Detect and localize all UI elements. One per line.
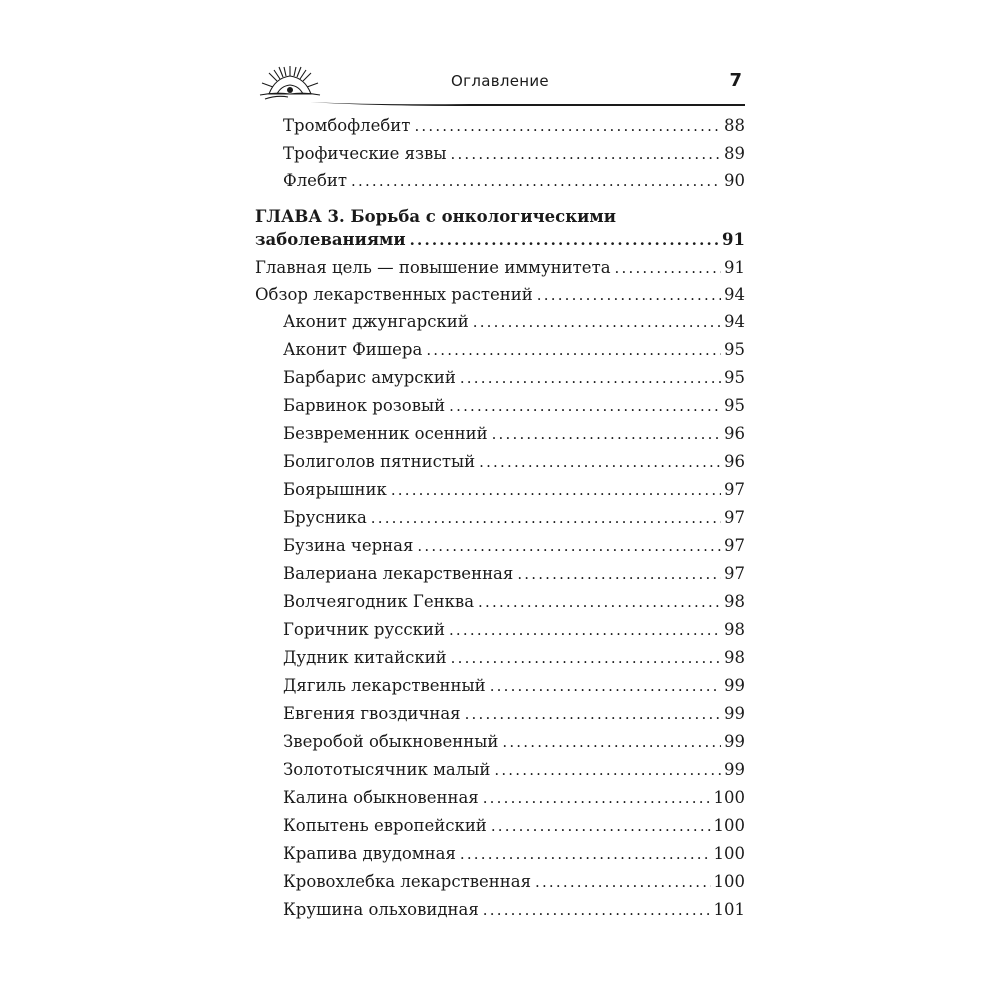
dot-leader bbox=[391, 477, 721, 503]
toc-entry-title: Флебит bbox=[283, 171, 348, 190]
dot-leader bbox=[449, 393, 721, 419]
toc-entry-title: Кровохлебка лекарственная bbox=[283, 872, 531, 891]
toc-entry-page: 97 bbox=[724, 536, 745, 555]
toc-entry-page: 89 bbox=[724, 144, 745, 163]
dot-leader bbox=[465, 701, 721, 727]
dot-leader bbox=[460, 841, 711, 867]
toc-entry bbox=[283, 449, 745, 475]
toc-entry-title: Барвинок розовый bbox=[283, 396, 446, 415]
toc-entry bbox=[283, 337, 745, 363]
toc-entry bbox=[283, 141, 745, 167]
toc-entry-page: 100 bbox=[713, 872, 745, 891]
chapter-title-cont: заболеваниями bbox=[255, 230, 406, 249]
toc-entry-page: 94 bbox=[724, 312, 745, 331]
toc-entry-page: 91 bbox=[724, 258, 745, 277]
toc-entry-page: 97 bbox=[724, 480, 745, 499]
toc-entry bbox=[283, 477, 745, 503]
toc-entry-page: 99 bbox=[724, 732, 745, 751]
toc-entry-title: Зверобой обыкновенный bbox=[283, 732, 499, 751]
toc-entry-title: Обзор лекарственных растений bbox=[255, 285, 533, 304]
dot-leader bbox=[478, 589, 721, 615]
dot-leader bbox=[502, 729, 721, 755]
toc-entry-title: Тромбофлебит bbox=[283, 116, 411, 135]
chapter-heading: ГЛАВА 3. Борьба с онкологическими bbox=[255, 207, 616, 226]
toc-entry-page: 99 bbox=[724, 676, 745, 695]
dot-leader bbox=[351, 168, 721, 194]
toc-entry-title: Брусника bbox=[283, 508, 367, 527]
dot-leader bbox=[371, 505, 721, 531]
toc-entry bbox=[283, 617, 745, 643]
dot-leader bbox=[535, 869, 711, 895]
toc-entry bbox=[283, 673, 745, 699]
toc-entry-page: 97 bbox=[724, 508, 745, 527]
dot-leader bbox=[517, 561, 721, 587]
toc-entry bbox=[283, 365, 745, 391]
toc-entry bbox=[283, 533, 745, 559]
dot-leader bbox=[473, 309, 721, 335]
toc-entry-page: 95 bbox=[724, 396, 745, 415]
dot-leader bbox=[451, 645, 721, 671]
toc-entry bbox=[283, 785, 745, 811]
toc-entry-title: Дягиль лекарственный bbox=[283, 676, 486, 695]
dot-leader bbox=[414, 113, 721, 139]
toc-entry-title: Аконит Фишера bbox=[283, 340, 423, 359]
toc-entry-title: Боярышник bbox=[283, 480, 387, 499]
toc-entry-title: Золототысячник малый bbox=[283, 760, 491, 779]
toc-entry-page: 96 bbox=[724, 452, 745, 471]
running-title: Оглавление bbox=[451, 72, 549, 90]
dot-leader bbox=[460, 365, 721, 391]
dot-leader bbox=[537, 282, 721, 308]
dot-leader bbox=[483, 897, 711, 923]
toc-entry-page: 97 bbox=[724, 564, 745, 583]
toc-entry-title: Волчеягодник Генква bbox=[283, 592, 475, 611]
toc-entry-page: 96 bbox=[724, 424, 745, 443]
toc-entry-title: Дудник китайский bbox=[283, 648, 447, 667]
toc-entry bbox=[283, 813, 745, 839]
dot-leader bbox=[491, 813, 711, 839]
toc-entry-title: Аконит джунгарский bbox=[283, 312, 469, 331]
dot-leader bbox=[615, 255, 721, 281]
toc-entry bbox=[283, 561, 745, 587]
toc-entry-page: 98 bbox=[724, 592, 745, 611]
toc-entry-page: 100 bbox=[713, 788, 745, 807]
toc-entry-title: Главная цель — повышение иммунитета bbox=[255, 258, 611, 277]
toc-entry-page: 99 bbox=[724, 704, 745, 723]
dot-leader bbox=[490, 673, 721, 699]
dot-leader bbox=[417, 533, 721, 559]
page-number: 7 bbox=[729, 70, 742, 91]
toc-entry bbox=[283, 589, 745, 615]
toc-entry-title: Калина обыкновенная bbox=[283, 788, 479, 807]
toc-entry-page: 98 bbox=[724, 620, 745, 639]
toc-entry-title: Бузина черная bbox=[283, 536, 414, 555]
dot-leader bbox=[479, 449, 721, 475]
toc-section bbox=[255, 255, 745, 281]
toc-entry bbox=[283, 309, 745, 335]
toc-entry-title: Барбарис амурский bbox=[283, 368, 456, 387]
toc-entry bbox=[283, 729, 745, 755]
dot-leader bbox=[450, 141, 721, 167]
toc-entry bbox=[283, 393, 745, 419]
toc-entry-page: 95 bbox=[724, 340, 745, 359]
toc-entry-title: Копытень европейский bbox=[283, 816, 487, 835]
toc-entry bbox=[283, 701, 745, 727]
toc-entry-page: 98 bbox=[724, 648, 745, 667]
toc-entry bbox=[283, 113, 745, 139]
toc-entry-title: Болиголов пятнистый bbox=[283, 452, 476, 471]
dot-leader bbox=[494, 757, 721, 783]
toc-section bbox=[255, 282, 745, 308]
toc-entry-page: 101 bbox=[713, 900, 745, 919]
toc-entry-title: Валериана лекарственная bbox=[283, 564, 514, 583]
toc-entry bbox=[283, 168, 745, 194]
toc-entry bbox=[283, 841, 745, 867]
toc-entry bbox=[283, 645, 745, 671]
toc-entry-title: Крапива двудомная bbox=[283, 844, 456, 863]
toc-entry bbox=[283, 897, 745, 923]
dot-leader bbox=[492, 421, 721, 447]
toc-entry-page: 99 bbox=[724, 760, 745, 779]
chapter-entry bbox=[255, 227, 745, 253]
toc-entry-page: 100 bbox=[713, 816, 745, 835]
dot-leader bbox=[449, 617, 721, 643]
toc-entry-title: Трофические язвы bbox=[283, 144, 447, 163]
toc-entry bbox=[283, 869, 745, 895]
toc-entry-title: Евгения гвоздичная bbox=[283, 704, 461, 723]
toc-entry-page: 95 bbox=[724, 368, 745, 387]
toc-entry-page: 90 bbox=[724, 171, 745, 190]
toc-entry-page: 88 bbox=[724, 116, 745, 135]
toc-entry-page: 100 bbox=[713, 844, 745, 863]
toc-entry-title: Горичник русский bbox=[283, 620, 445, 639]
toc-entry-title: Безвременник осенний bbox=[283, 424, 488, 443]
dot-leader bbox=[410, 227, 719, 253]
toc-entry bbox=[283, 421, 745, 447]
toc-entry bbox=[283, 757, 745, 783]
dot-leader bbox=[426, 337, 721, 363]
toc-entry-title: Крушина ольховидная bbox=[283, 900, 479, 919]
toc-entry bbox=[283, 505, 745, 531]
chapter-page: 91 bbox=[722, 230, 745, 249]
dot-leader bbox=[483, 785, 711, 811]
toc-entry-page: 94 bbox=[724, 285, 745, 304]
